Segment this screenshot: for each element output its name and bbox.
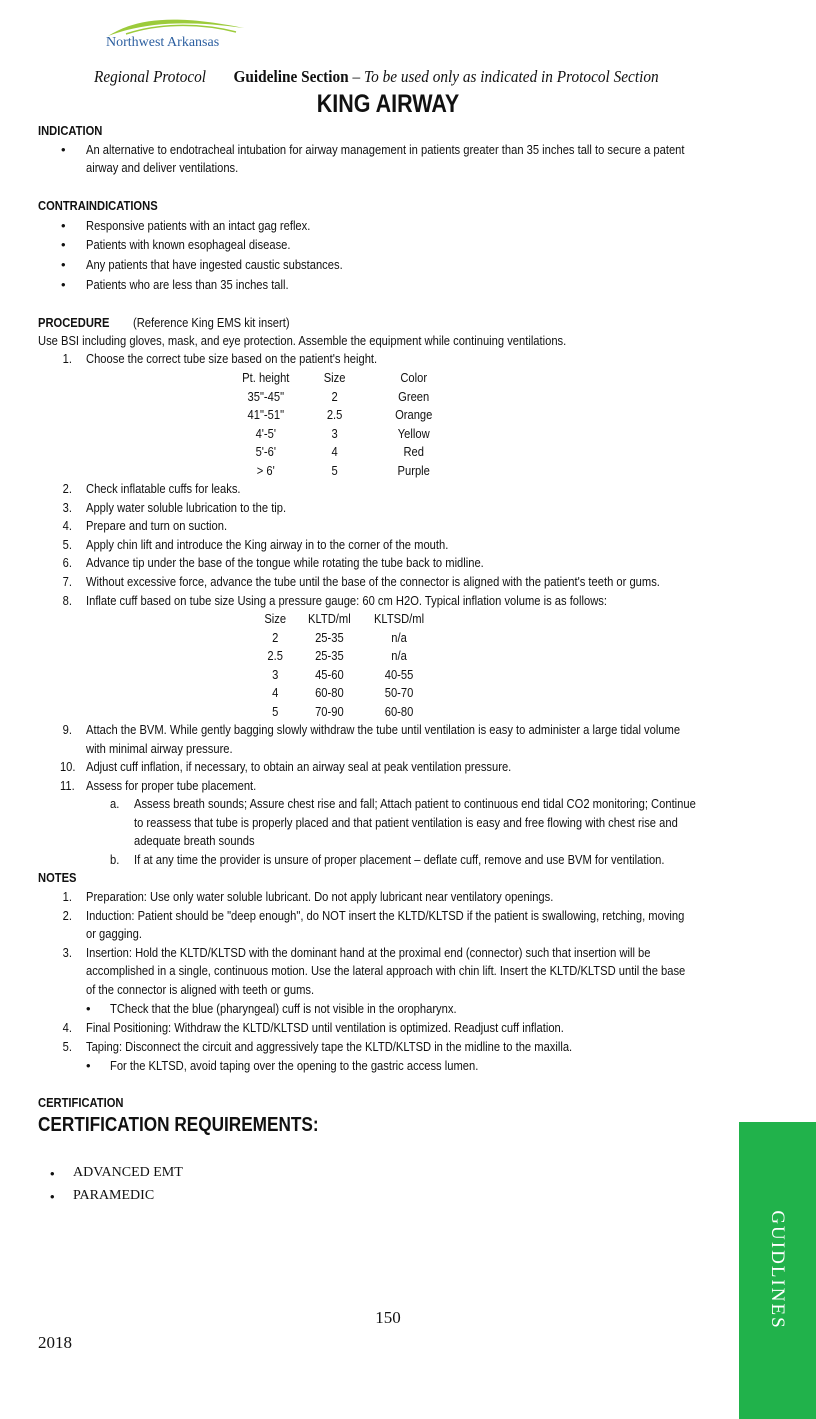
note-line: Taping: Disconnect the circuit and aggressively tape the KLTD/KLTSD in the midline to the maxilla. (86, 1039, 573, 1054)
note-number: 5. (62, 1039, 72, 1054)
step-number: 1. (62, 351, 72, 366)
indication-line2: airway and deliver ventilations. (86, 160, 239, 175)
table-cell: Yellow (397, 425, 430, 441)
procedure-step: Choose the correct tube size based on the patient's height. (86, 351, 378, 366)
table-cell: n/a (391, 629, 407, 645)
bullet-icon: • (61, 218, 66, 233)
table-row (240, 406, 450, 425)
procedure-step: Apply water soluble lubrication to the tip. (86, 500, 287, 515)
table-cell: 5 (331, 462, 338, 478)
bullet-icon: • (50, 1189, 55, 1204)
table-cell: 25-35 (315, 629, 344, 645)
table-header: Size (264, 611, 287, 626)
table-cell: 3 (272, 666, 279, 682)
step-number: 6. (62, 555, 72, 570)
table-cell: 3 (331, 425, 338, 441)
bullet-icon: • (61, 257, 66, 272)
note-line: Induction: Patient should be "deep enough", do NOT insert the KLTD/KLTSD if the patient is swallowing, retching, moving (86, 908, 685, 923)
page-title: KING AIRWAY (316, 90, 460, 118)
procedure-intro: Use BSI including gloves, mask, and eye protection. Assemble the equipment while continuing ventilations. (38, 333, 567, 348)
procedure-step: Attach the BVM. While gently bagging slowly withdraw the tube until ventilation is easy to administer a large tidal volume (86, 722, 681, 737)
table-cell: 5 (272, 703, 279, 719)
substep-b-line: If at any time the provider is unsure of proper placement – deflate cuff, remove and use BVM for ventilation. (134, 852, 665, 867)
procedure-step: Apply chin lift and introduce the King airway in to the corner of the mouth. (86, 537, 449, 552)
table-row (240, 388, 450, 407)
procedure-step: Inflate cuff based on tube size Using a pressure gauge: 60 cm H2O. Typical inflation volume is as follows: (86, 593, 607, 608)
step-number: 3. (62, 500, 72, 515)
contraindication-item: Patients with known esophageal disease. (86, 237, 291, 252)
note-number: 2. (62, 908, 72, 923)
note-bullet: TCheck that the blue (pharyngeal) cuff is not visible in the oropharynx. (110, 1001, 457, 1016)
substep-a-line: adequate breath sounds (134, 833, 255, 848)
indication-heading: INDICATION (38, 123, 103, 138)
table-header-row (258, 610, 432, 629)
protocol-subtitle (94, 67, 659, 87)
step-number: 5. (62, 537, 72, 552)
step-number: 9. (62, 722, 72, 737)
procedure-heading: PROCEDURE (38, 315, 110, 330)
table-cell: Red (403, 444, 424, 460)
step-number: 11. (59, 778, 75, 793)
table-row (258, 629, 432, 648)
table-cell: 2.5 (267, 648, 283, 664)
footer-year: 2018 (38, 1333, 72, 1352)
table-cell: 4'-5' (255, 425, 277, 441)
certification-label: CERTIFICATION (38, 1095, 124, 1110)
table-cell: Purple (397, 462, 430, 478)
page-number: 150 (375, 1308, 401, 1327)
table-cell: 2 (272, 629, 279, 645)
table-cell: 60-80 (315, 685, 344, 701)
table-row (258, 703, 432, 722)
cuff-volume-table (258, 610, 432, 722)
bullet-icon: • (61, 142, 66, 157)
bullet-icon: • (86, 1001, 91, 1016)
table-row (258, 684, 432, 703)
table-row (258, 666, 432, 685)
certification-item: PARAMEDIC (73, 1188, 155, 1203)
table-cell: 50-70 (384, 685, 414, 701)
table-header: KLTD/ml (308, 611, 351, 626)
subtitle-note: – To be used only as indicated in Protocol Section (352, 67, 659, 86)
contraindication-item: Any patients that have ingested caustic substances. (86, 257, 343, 272)
note-number: 1. (62, 889, 72, 904)
table-header-row (240, 369, 450, 388)
procedure-step: Advance tip under the base of the tongue while rotating the tube back to midline. (86, 555, 484, 570)
note-number: 4. (62, 1020, 72, 1035)
side-tab-label: GUIDLINES (767, 1210, 788, 1330)
procedure-reference: (Reference King EMS kit insert) (133, 315, 290, 330)
table-cell: 40-55 (384, 666, 414, 682)
table-header: Pt. height (242, 370, 290, 385)
step-number: 4. (62, 518, 72, 533)
bullet-icon: • (61, 237, 66, 252)
procedure-step: Prepare and turn on suction. (86, 518, 228, 533)
table-row (258, 647, 432, 666)
notes-heading: NOTES (38, 870, 77, 885)
bullet-icon: • (86, 1058, 91, 1073)
indication-line1: An alternative to endotracheal intubation for airway management in patients greater than 35 inches tall to secure a patent (86, 142, 685, 157)
note-bullet: For the KLTSD, avoid taping over the opening to the gastric access lumen. (110, 1058, 479, 1073)
note-line: Insertion: Hold the KLTD/KLTSD with the dominant hand at the proximal end (connector) such that insertion will be (86, 945, 651, 960)
procedure-step: Adjust cuff inflation, if necessary, to obtain an airway seal at peak ventilation pressure. (86, 759, 512, 774)
table-header: Size (323, 370, 346, 385)
table-row (240, 462, 450, 481)
step-number: 2. (62, 481, 72, 496)
table-cell: 4 (331, 444, 338, 460)
table-cell: 45-60 (315, 666, 344, 682)
table-cell: 5'-6' (255, 444, 277, 460)
table-cell: 70-90 (315, 703, 344, 719)
note-line: or gagging. (86, 926, 142, 941)
contraindications-heading: CONTRAINDICATIONS (38, 198, 158, 213)
substep-a-line: Assess breath sounds; Assure chest rise and fall; Attach patient to continuous end tidal CO2 monitoring; Continue (134, 796, 696, 811)
step-number: 8. (62, 593, 72, 608)
table-cell: n/a (391, 648, 407, 664)
certification-heading: CERTIFICATION REQUIREMENTS: (38, 1114, 319, 1136)
table-cell: > 6' (256, 462, 275, 478)
logo-text: Northwest Arkansas (106, 35, 220, 50)
note-number: 3. (62, 945, 72, 960)
procedure-step-continued: with minimal airway pressure. (86, 741, 233, 756)
table-cell: 2.5 (326, 407, 343, 423)
procedure-step: Assess for proper tube placement. (86, 778, 257, 793)
table-cell: Orange (395, 407, 433, 423)
contraindication-item: Patients who are less than 35 inches tall. (86, 277, 289, 292)
table-cell: 60-80 (384, 703, 414, 719)
contraindication-item: Responsive patients with an intact gag reflex. (86, 218, 311, 233)
table-row (240, 425, 450, 444)
table-row (240, 443, 450, 462)
procedure-step: Without excessive force, advance the tube until the base of the connector is aligned with the patient's teeth or gums. (86, 574, 660, 589)
certification-item: ADVANCED EMT (73, 1165, 183, 1180)
bullet-icon: • (61, 277, 66, 292)
table-cell: Green (398, 388, 430, 404)
table-cell: 41"-51" (247, 407, 285, 423)
substep-a-line: to reassess that tube is properly placed and that patient ventilation is easy and free flowing with chest rise and (134, 815, 678, 830)
substep-label: a. (110, 796, 120, 811)
bullet-icon: • (50, 1166, 55, 1181)
table-cell: 35"-45" (247, 388, 285, 404)
note-line: accomplished in a single, continuous motion. Use the lateral approach with chin lift. Insert the KLTD/KLTSD until the base (86, 963, 686, 978)
table-header: Color (400, 370, 428, 385)
note-line: of the connector is aligned with teeth or gums. (86, 982, 315, 997)
procedure-step: Check inflatable cuffs for leaks. (86, 481, 241, 496)
substep-label: b. (110, 852, 120, 867)
note-line: Final Positioning: Withdraw the KLTD/KLTSD until ventilation is optimized. Readjust cuff inflation. (86, 1020, 564, 1035)
table-cell: 25-35 (315, 648, 344, 664)
table-cell: 4 (272, 685, 279, 701)
step-number: 10. (59, 759, 76, 774)
subtitle-left: Regional Protocol (94, 67, 207, 86)
step-number: 7. (62, 574, 72, 589)
table-header: KLTSD/ml (373, 611, 425, 626)
subtitle-section: Guideline Section (233, 67, 349, 86)
table-cell: 2 (331, 388, 338, 404)
note-line: Preparation: Use only water soluble lubricant. Do not apply lubricant near ventilatory openings. (86, 889, 554, 904)
tube-size-table (240, 369, 450, 481)
